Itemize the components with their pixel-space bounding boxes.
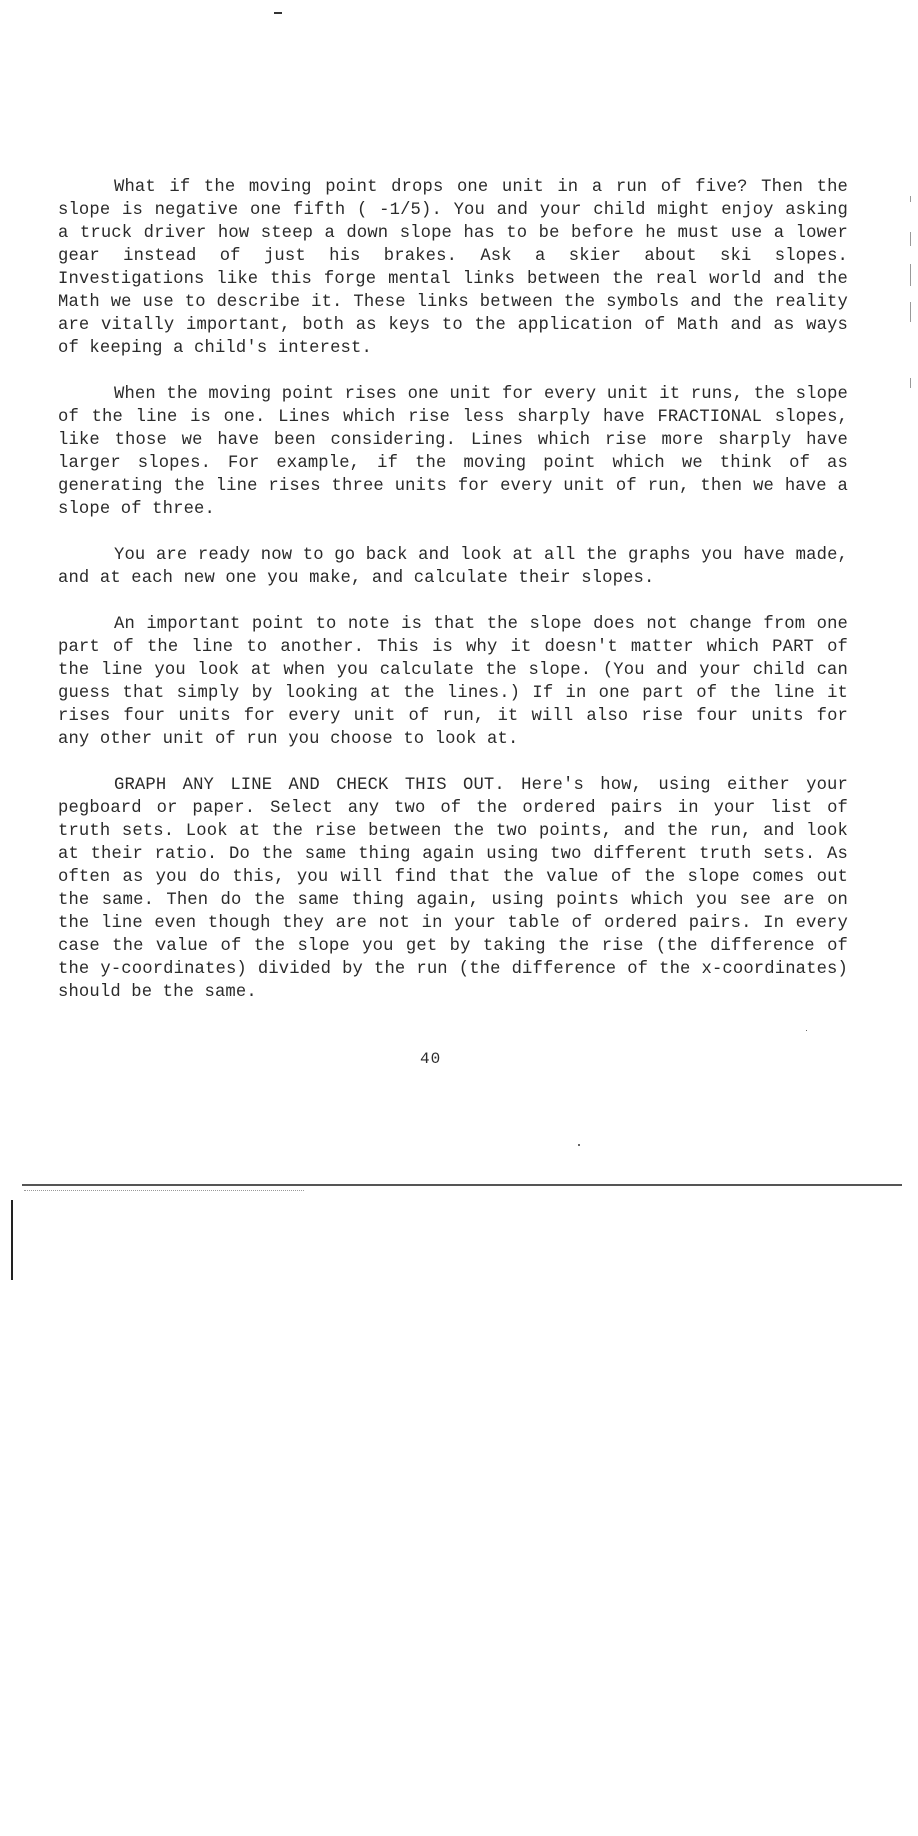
paragraph-1: What if the moving point drops one unit in a run of five? Then the slope is negative one fifth ( -1/5). You and your child might enjoy asking a truck driver how steep a down slope has to be before he must use a lower gear instead of just his brakes. Ask a skier about ski slopes. Investigations like this forge mental links between the real world and the Math we use to describe it. These links between the symbols and the reality are vitally important, both as keys to the application of Math and as ways of keeping a child's interest. bbox=[58, 178, 848, 358]
paragraph-4: An important point to note is that the slope does not change from one part of the line to another. This is why it doesn't matter which PART of the line you look at when you calculate the slope. (You and your child can guess that simply by looking at the lines.) If in one part of the line it rises four units for every unit of run, it will also rise four units for any other unit of run you choose to look at. bbox=[58, 615, 848, 749]
scan-speck bbox=[806, 1030, 807, 1031]
edge-mark bbox=[910, 378, 911, 388]
paragraph-3: You are ready now to go back and look at all the graphs you have made, and at each new one you make, and calculate their slopes. bbox=[58, 546, 848, 588]
scan-mark bbox=[274, 12, 282, 14]
body-text bbox=[58, 176, 848, 1027]
rule-noise bbox=[24, 1190, 304, 1194]
bottom-rule bbox=[22, 1184, 902, 1186]
paragraph-2: When the moving point rises one unit for every unit it runs, the slope of the line is one. Lines which rise less sharply have FRACTIONAL slopes, like those we have been considering. Lines which rise more sharply have larger slopes. For example, if the moving point which we think of as generating the line rises three units for every unit of run, then we have a slope of three. bbox=[58, 385, 848, 519]
margin-bar bbox=[11, 1200, 13, 1280]
page-number: 40 bbox=[420, 1050, 442, 1068]
edge-mark bbox=[910, 196, 911, 202]
edge-mark bbox=[910, 232, 911, 246]
edge-mark bbox=[910, 264, 911, 286]
paragraph-5: GRAPH ANY LINE AND CHECK THIS OUT. Here's how, using either your pegboard or paper. Select any two of the ordered pairs in your list of truth sets. Look at the rise between the two points, and the run, and look at their ratio. Do the same thing again using two different truth sets. As often as you do this, you will find that the value of the slope comes out the same. Then do the same thing again, using points which you see are on the line even though they are not in your table of ordered pairs. In every case the value of the slope you get by taking the rise (the difference of the y-coordinates) divided by the run (the difference of the x-coordinates) should be the same. bbox=[58, 776, 848, 1002]
scan-speck bbox=[578, 1144, 580, 1146]
edge-mark bbox=[910, 302, 911, 322]
